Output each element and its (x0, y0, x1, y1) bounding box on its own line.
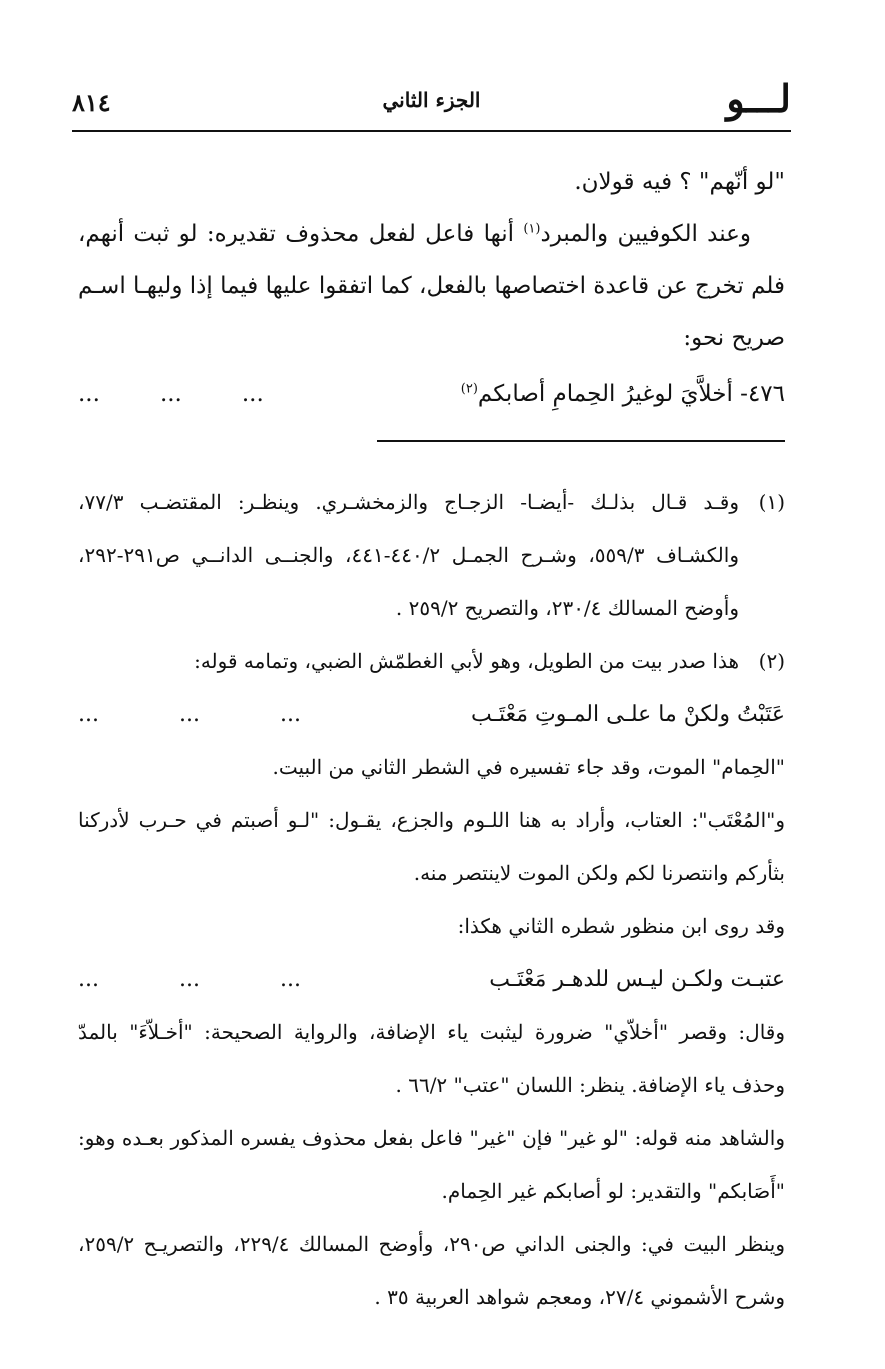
footnote-ref-1: (١) (523, 221, 541, 237)
ellipsis-1: ... (279, 967, 301, 992)
footnote-2-verse-1 (78, 688, 785, 741)
main-paragraph-2 (78, 208, 785, 364)
ellipsis-2: ... (178, 967, 200, 992)
footnote-2-paragraph-5: والشاهد منه قوله: "لو غير" فإن "غير" فاعل بفعل محذوف يفسره المذكور بعـده وهو: "أَصَابكم" والتقدير: لو أصابكم غير الحِمام. (78, 1126, 785, 1203)
footnote-2-paragraph-6: وينظر البيت في: والجنى الداني ص٢٩٠، وأوضح المسالك ٢٢٩/٤، والتصريـح ٢٥٩/٢، وشرح الأشموني ٢٧/٤، ومعجم شواهد العربية ٣٥ . (78, 1232, 786, 1309)
verse-476 (78, 368, 785, 420)
ellipsis-2: ... (159, 381, 182, 407)
verse-476-words: ٤٧٦- أخلاَّيَ لوغيرُ الحِمامِ أصابكم (477, 381, 785, 407)
footnote-1 (78, 476, 785, 635)
verse-1-ellipsis (78, 688, 301, 741)
footnote-divider (377, 440, 785, 442)
ellipsis-1: ... (241, 381, 264, 407)
footnote-2-mark: (٢) (758, 649, 785, 673)
header-divider (72, 130, 791, 132)
footnote-2-paragraph-4: وقال: وقصر "أخلاّي" ضرورة ليثبت ياء الإضافة، والرواية الصحيحة: "أخـلاّءَ" بالمدّ وحذف ياء الإضافة. ينظر: اللسان "عتب" ٦٦/٢ . (78, 1020, 786, 1097)
footnote-1-mark: (١) (758, 490, 785, 514)
footnote-1-text: وقـد قـال بذلـك -أيضـا- الزجـاج والزمخشـري. وينظـر: المقتضـب ٧٧/٣، والكشـاف ٥٥٩/٣، وشـرح الجمـل ٤٤٠/٢-٤٤١، والجنــى الدانــي ص٢٩١-٢٩٢، وأوضح المسالك ٢٣٠/٤، والتصريح ٢٥٩/٢ . (78, 490, 739, 620)
ellipsis-3: ... (78, 702, 99, 727)
verse-476-ellipsis (78, 368, 264, 420)
footnote-2 (78, 635, 785, 688)
footnotes (78, 476, 785, 1324)
verse-2-ellipsis (78, 953, 301, 1006)
footnote-2-paragraph-1: "الحِمام" الموت، وقد جاء تفسيره في الشطر الثاني من البيت. (272, 755, 785, 779)
page-number: ٨١٤ (72, 88, 111, 117)
ellipsis-3: ... (78, 381, 100, 407)
verse-476-text (461, 368, 785, 420)
header-entry-word: لـــو (726, 76, 791, 121)
footnote-2-paragraph-2: و"المُعْتَب": العتاب، وأراد به هنا اللـوم والجزع، يقـول: "لـو أصبتم في حـرب لأدركنا بثأركم وانتصرنا لكم ولكن الموت لاينتصر منه. (78, 808, 785, 885)
ellipsis-2: ... (178, 702, 200, 727)
ellipsis-1: ... (279, 702, 301, 727)
header-volume-title: الجزء الثاني (382, 88, 481, 112)
footnote-ref-2: (٢) (460, 381, 478, 397)
paragraph-2-rest: أنها فاعل لفعل محذوف تقديره: لو ثبت أنهم، فلم تخرج عن قاعدة اختصاصها بالفعل، كما اتفقوا عليها فيما إذا وليهـا اسـم صريح نحو: (78, 221, 785, 351)
footnote-2-paragraph-3: وقد روى ابن منظور شطره الثاني هكذا: (457, 914, 785, 938)
ellipsis-3: ... (78, 967, 99, 992)
paragraph-2-start: وعند الكوفيين والمبرد (540, 221, 751, 247)
main-line-1: "لو أنّهم" ؟ فيه قولان. (574, 169, 785, 195)
footnote-2-verse-2 (78, 953, 785, 1006)
running-header (72, 76, 791, 132)
footnote-2-intro: هذا صدر بيت من الطويل، وهو لأبي الغطمّش الضبي، وتمامه قوله: (194, 649, 739, 673)
verse-2-text: عتبـت ولكـن ليـس للدهـر مَعْتَـب (489, 967, 785, 992)
main-text (78, 156, 785, 420)
verse-1-text: عَتَبْتُ ولكنْ ما علـى المـوتِ مَعْتَـب (470, 702, 785, 727)
